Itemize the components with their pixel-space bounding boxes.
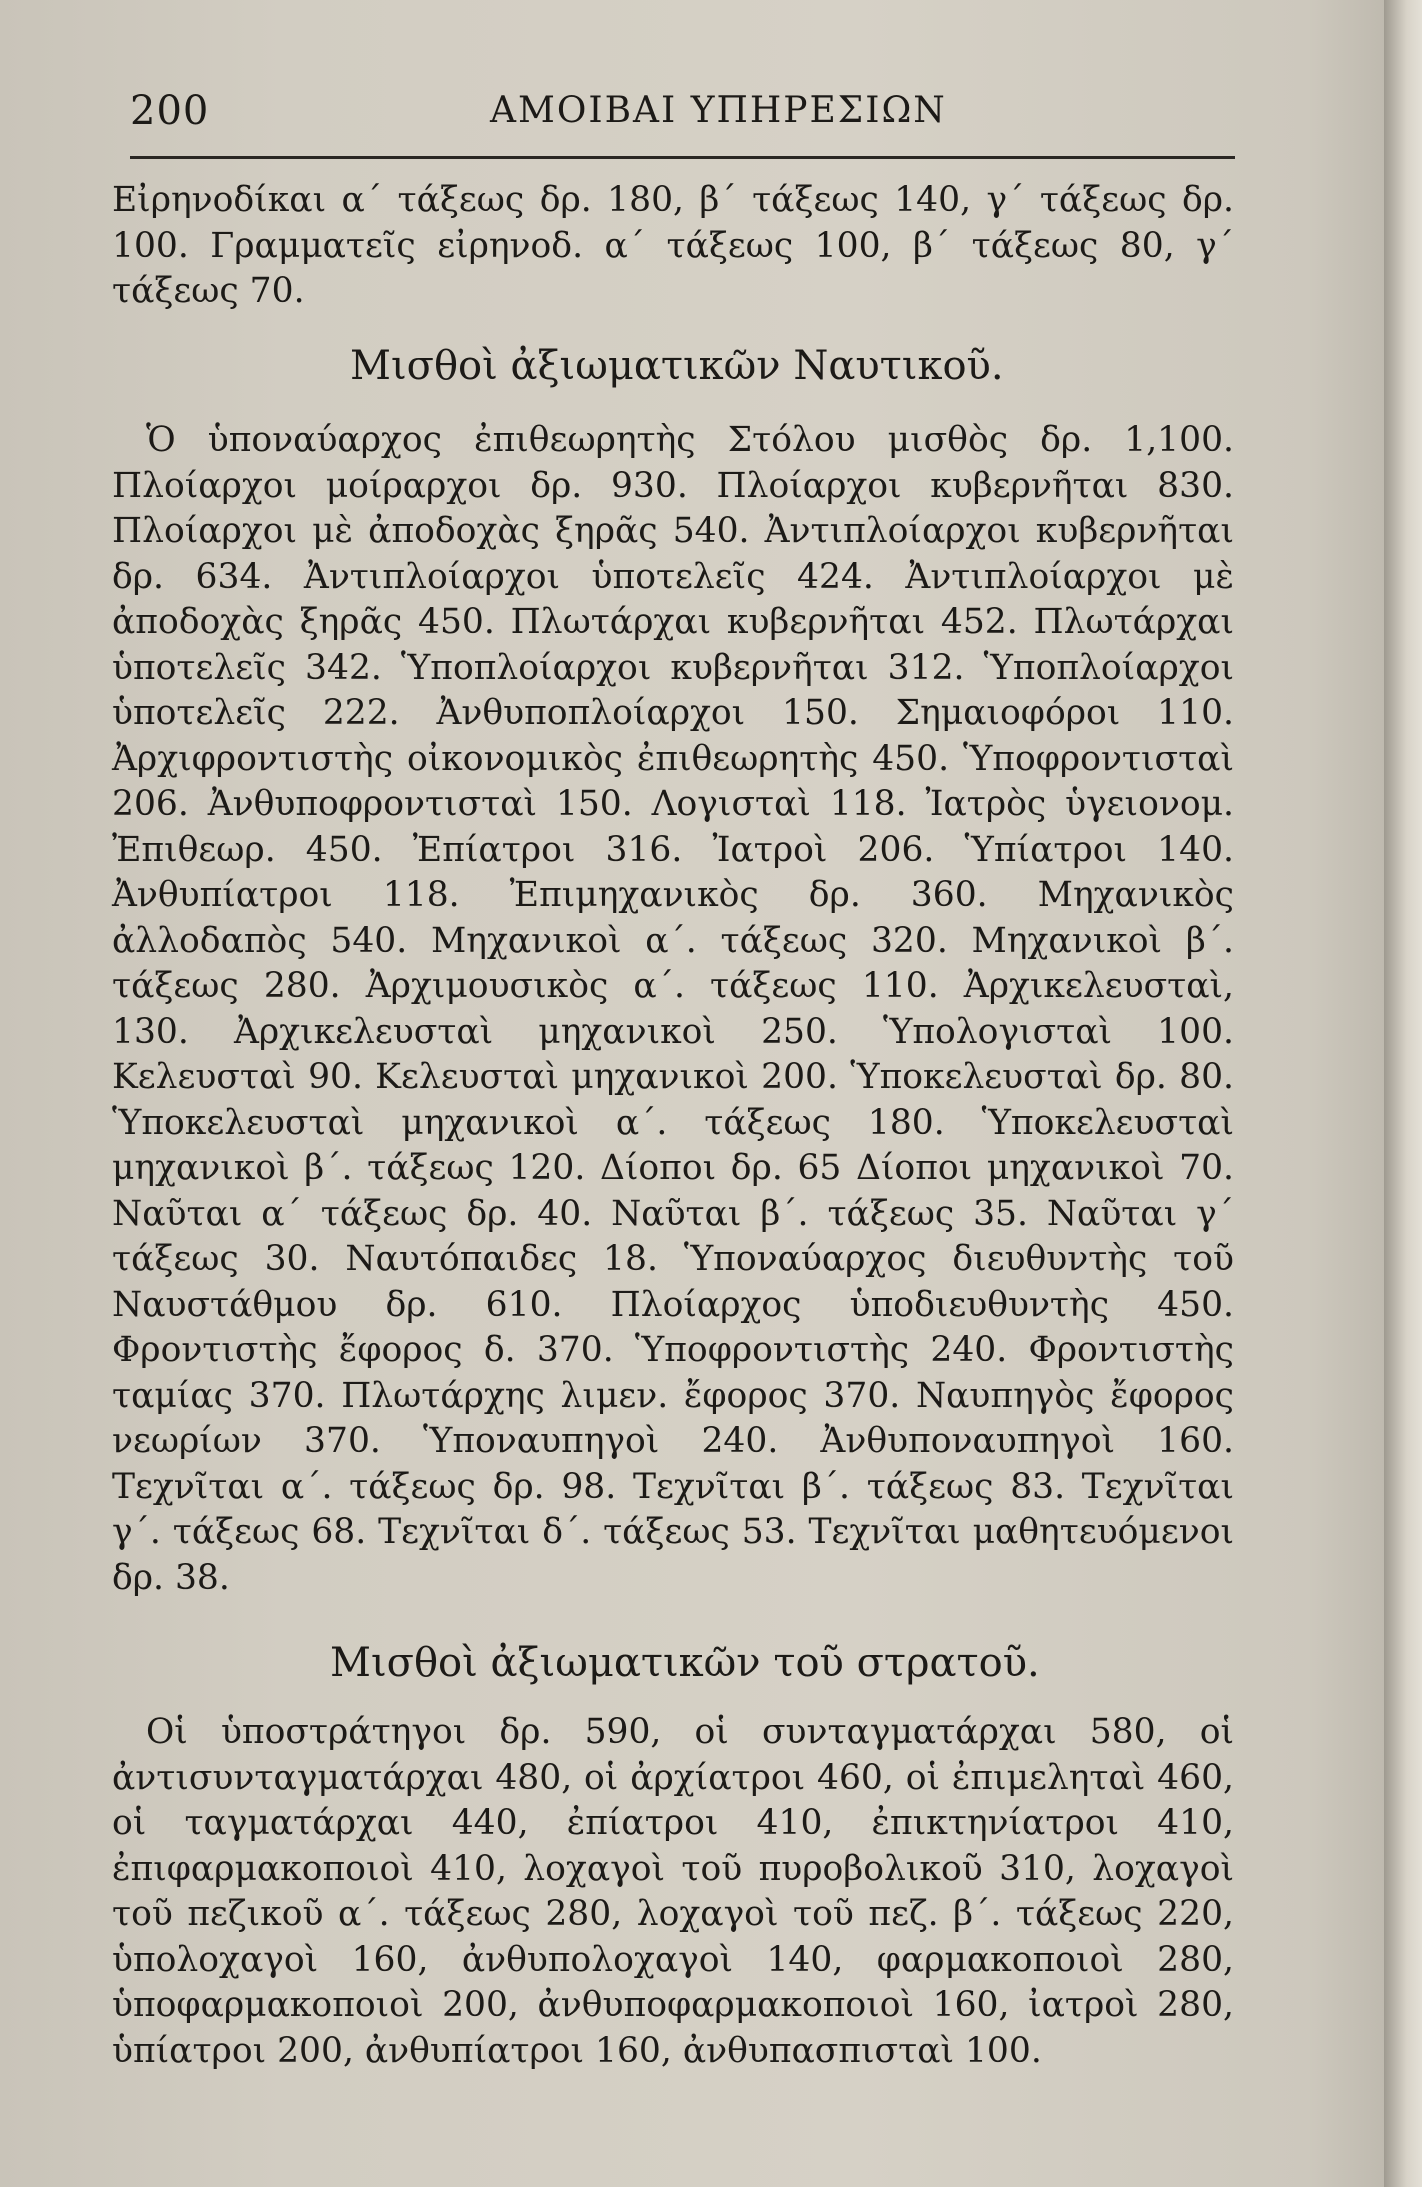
header-rule <box>130 156 1235 159</box>
heading-navy-salaries: Μισθοὶ ἀξιωματικῶν Ναυτικοῦ. <box>350 343 1004 389</box>
paragraph-navy-salaries: Ὁ ὑποναύαρχος ἐπιθεωρητὴς Στόλου μισθὸς δρ. 1,100. Πλοίαρχοι μοίραρχοι δρ. 930. Πλοίαρχοι κυβερνῆται 830. Πλοίαρχοι μὲ ἀποδοχὰς ξηρᾶς 540. Ἀντιπλοίαρχοι κυβερνῆται δρ. 634. Ἀντιπλοίαρχοι ὑποτελεῖς 424. Ἀντιπλοίαρχοι μὲ ἀποδοχὰς ξηρᾶς 450. Πλωτάρχαι κυβερνῆται 452. Πλωτάρχαι ὑποτελεῖς 342. Ὑποπλοίαρχοι κυβερνῆται 312. Ὑποπλοίαρχοι ὑποτελεῖς 222. Ἀνθυποπλοίαρχοι 150. Σημαιοφόροι 110. Ἀρχιφροντιστὴς οἰκονομικὸς ἐπιθεωρητὴς 450. Ὑποφροντισταὶ 206. Ἀνθυποφροντισταὶ 150. Λογισταὶ 118. Ἰατρὸς ὑγειονομ. Ἐπιθεωρ. 450. Ἐπίατροι 316. Ἰατροὶ 206. Ὑπίατροι 140. Ἀνθυπίατροι 118. Ἐπιμηχανικὸς δρ. 360. Μηχανικὸς ἀλλοδαπὸς 540. Μηχανικοὶ α΄. τάξεως 320. Μηχανικοὶ β΄. τάξεως 280. Ἀρχιμουσικὸς α΄. τάξεως 110. Ἀρχικελευσταὶ, 130. Ἀρχικελευσταὶ μηχανικοὶ 250. Ὑπολογισταὶ 100. Κελευσταὶ 90. Κελευσταὶ μηχανικοὶ 200. Ὑποκελευσταὶ δρ. 80. Ὑποκελευσταὶ μηχανικοὶ α΄. τάξεως 180. Ὑποκελευσταὶ μηχανικοὶ β΄. τάξεως 120. Δίοποι δρ. 65 Δίοποι μηχανικοὶ 70. Ναῦται α΄ τάξεως δρ. 40. Ναῦται β΄. τάξεως 35. Ναῦται γ΄ τάξεως 30. Ναυτόπαιδες 18. Ὑποναύαρχος διευθυντὴς τοῦ Ναυστάθμου δρ. 610. Πλοίαρχος ὑποδιευθυντὴς 450. Φροντιστὴς ἔφορος δ. 370. Ὑποφροντιστὴς 240. Φροντιστὴς ταμίας 370. Πλωτάρχης λιμεν. ἔφορος 370. Ναυπηγὸς ἔφορος νεωρίων 370. Ὑποναυπηγοὶ 240. Ἀνθυποναυπηγοὶ 160. Τεχνῖται α΄. τάξεως δρ. 98. Τεχνῖται β΄. τάξεως 83. Τεχνῖται γ΄. τάξεως 68. Τεχνῖται δ΄. τάξεως 53. Τεχνῖται μαθητευόμενοι δρ. 38. <box>112 420 1234 1598</box>
page-edge-shadow <box>1384 0 1422 2187</box>
heading-army-salaries: Μισθοὶ ἀξιωματικῶν τοῦ στρατοῦ. <box>330 1640 1040 1686</box>
page-number: 200 <box>130 88 210 134</box>
paragraph-army-salaries: Οἱ ὑποστράτηγοι δρ. 590, οἱ συνταγματάρχαι 580, οἱ ἀντισυνταγματάρχαι 480, οἱ ἀρχίατροι 460, οἱ ἐπιμεληταὶ 460, οἱ ταγματάρχαι 440, ἐπίατροι 410, ἐπικτηνίατροι 410, ἐπιφαρμακοποιοὶ 410, λοχαγοὶ τοῦ πυροβολικοῦ 310, λοχαγοὶ τοῦ πεζικοῦ α΄. τάξεως 280, λοχαγοὶ τοῦ πεζ. β΄. τάξεως 220, ὑπολοχαγοὶ 160, ἀνθυπολοχαγοὶ 140, φαρμακοποιοὶ 280, ὑποφαρμακοποιοὶ 200, ἀνθυποφαρμακοποιοὶ 160, ἰατροὶ 280, ὑπίατροι 200, ἀνθυπίατροι 160, ἀνθυπασπισταὶ 100. <box>112 1712 1234 2071</box>
running-title: ΑΜΟΙΒΑΙ ΥΠΗΡΕΣΙΩΝ <box>490 90 947 131</box>
page-header <box>130 88 1235 158</box>
paragraph-justices-of-peace: Εἰρηνοδίκαι α΄ τάξεως δρ. 180, β΄ τάξεως 140, γ΄ τάξεως δρ. 100. Γραμματεῖς εἰρηνοδ. α΄ τάξεως 100, β΄ τάξεως 80, γ΄ τάξεως 70. <box>112 180 1234 311</box>
